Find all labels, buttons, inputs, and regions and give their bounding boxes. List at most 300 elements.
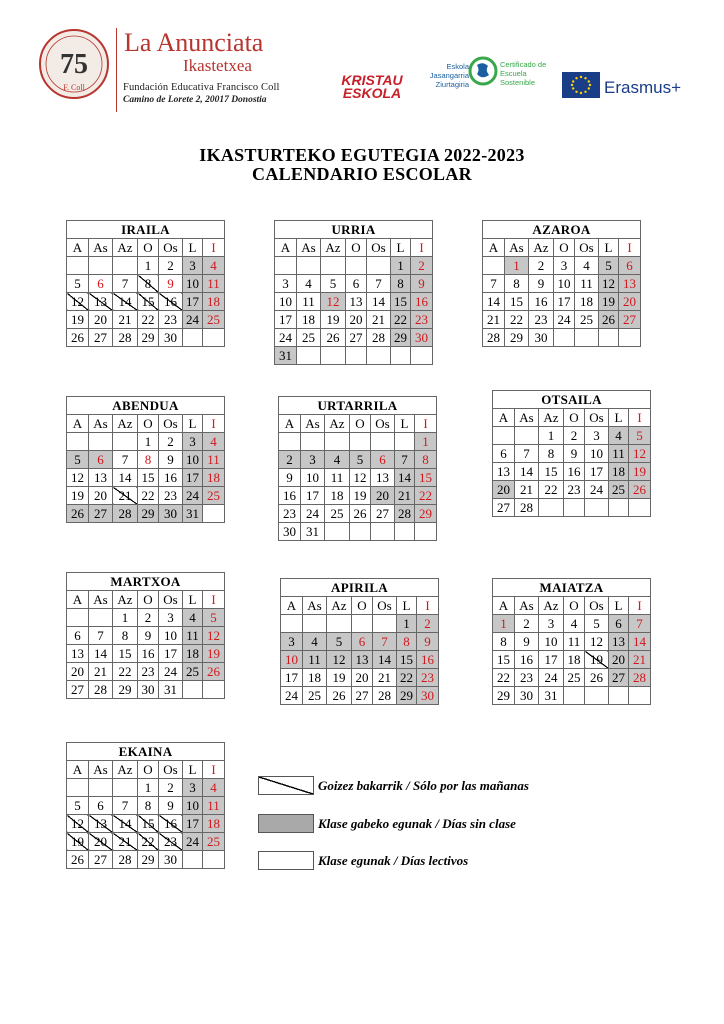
day-cell: 2 (411, 257, 433, 275)
foundation-name: Fundación Educativa Francisco Coll (123, 82, 280, 93)
calendar-title-spanish: CALENDARIO ESCOLAR (252, 164, 472, 184)
day-cell: 6 (352, 633, 373, 651)
day-cell: 15 (391, 293, 411, 311)
month-name: OTSAILA (493, 391, 651, 409)
day-cell: 3 (159, 609, 183, 627)
day-cell: 20 (346, 311, 367, 329)
day-cell: 16 (138, 645, 159, 663)
day-cell: 8 (391, 275, 411, 293)
day-cell: 26 (203, 663, 225, 681)
week-row (67, 681, 225, 699)
day-cell: 15 (397, 651, 417, 669)
empty-day-cell (609, 499, 629, 517)
day-cell: 12 (67, 469, 89, 487)
day-cell: 8 (138, 797, 159, 815)
day-cell: 12 (67, 293, 89, 311)
day-cell: 4 (609, 427, 629, 445)
day-cell: 28 (89, 681, 113, 699)
day-cell: 9 (138, 627, 159, 645)
day-cell: 4 (575, 257, 599, 275)
weekday-header: As (515, 597, 539, 615)
day-cell: 29 (138, 851, 159, 869)
day-cell: 7 (515, 445, 539, 463)
day-cell: 17 (281, 669, 303, 687)
day-cell: 6 (609, 615, 629, 633)
day-cell: 29 (493, 687, 515, 705)
day-cell: 5 (67, 797, 89, 815)
empty-day-cell (275, 257, 297, 275)
weekday-header: L (391, 239, 411, 257)
weekday-header: I (203, 761, 225, 779)
day-cell: 26 (321, 329, 346, 347)
day-cell: 15 (505, 293, 529, 311)
day-cell: 24 (183, 311, 203, 329)
day-cell: 7 (483, 275, 505, 293)
day-cell: 11 (575, 275, 599, 293)
day-cell: 19 (599, 293, 619, 311)
week-row (483, 275, 641, 293)
weekday-header: I (629, 597, 651, 615)
empty-day-cell (113, 257, 138, 275)
empty-day-cell (297, 347, 321, 365)
weekday-header: A (67, 761, 89, 779)
calendar-table (492, 390, 651, 517)
weekday-header: Os (159, 239, 183, 257)
day-cell: 6 (346, 275, 367, 293)
empty-day-cell (89, 779, 113, 797)
day-cell: 29 (138, 505, 159, 523)
day-cell: 10 (301, 469, 325, 487)
week-row (275, 311, 433, 329)
day-cell: 13 (89, 293, 113, 311)
day-cell: 26 (629, 481, 651, 499)
day-cell: 26 (67, 329, 89, 347)
day-cell: 18 (303, 669, 327, 687)
week-row (67, 627, 225, 645)
weekday-header: Az (327, 597, 352, 615)
day-cell: 16 (529, 293, 554, 311)
empty-day-cell (539, 499, 564, 517)
day-cell: 15 (493, 651, 515, 669)
week-row (279, 451, 437, 469)
empty-day-cell (346, 347, 367, 365)
day-cell: 20 (89, 311, 113, 329)
day-cell: 1 (539, 427, 564, 445)
week-row (67, 609, 225, 627)
day-cell: 30 (411, 329, 433, 347)
day-cell: 5 (599, 257, 619, 275)
day-cell: 24 (585, 481, 609, 499)
day-cell: 21 (113, 487, 138, 505)
day-cell: 14 (113, 815, 138, 833)
day-cell: 21 (367, 311, 391, 329)
calendar-table (66, 220, 225, 347)
day-cell: 31 (301, 523, 325, 541)
weekday-header: Az (113, 591, 138, 609)
week-row (67, 329, 225, 347)
day-cell: 6 (89, 451, 113, 469)
empty-day-cell (183, 851, 203, 869)
day-cell: 2 (417, 615, 439, 633)
empty-day-cell (203, 329, 225, 347)
week-row (275, 275, 433, 293)
day-cell: 23 (138, 663, 159, 681)
calendar-table (482, 220, 641, 347)
day-cell: 28 (367, 329, 391, 347)
weekday-header: A (275, 239, 297, 257)
day-cell: 20 (352, 669, 373, 687)
day-cell: 31 (183, 505, 203, 523)
day-cell: 24 (301, 505, 325, 523)
empty-day-cell (493, 427, 515, 445)
day-cell: 6 (67, 627, 89, 645)
weekday-header: I (417, 597, 439, 615)
weekday-header: O (138, 591, 159, 609)
day-cell: 30 (529, 329, 554, 347)
empty-day-cell (89, 609, 113, 627)
day-cell: 19 (327, 669, 352, 687)
day-cell: 27 (352, 687, 373, 705)
week-row (67, 257, 225, 275)
day-cell: 28 (629, 669, 651, 687)
weekday-header: O (350, 415, 371, 433)
empty-day-cell (585, 499, 609, 517)
day-cell: 19 (321, 311, 346, 329)
day-cell: 12 (67, 815, 89, 833)
day-cell: 23 (515, 669, 539, 687)
day-cell: 7 (113, 797, 138, 815)
day-cell: 16 (417, 651, 439, 669)
day-cell: 21 (113, 833, 138, 851)
calendar-table (274, 220, 433, 365)
day-cell: 20 (89, 833, 113, 851)
week-row (493, 615, 651, 633)
empty-day-cell (395, 523, 415, 541)
week-row (67, 663, 225, 681)
day-cell: 12 (585, 633, 609, 651)
day-cell: 2 (159, 779, 183, 797)
week-row (67, 469, 225, 487)
day-cell: 24 (159, 663, 183, 681)
eco-globe-icon (468, 56, 498, 86)
day-cell: 27 (619, 311, 641, 329)
day-cell: 1 (505, 257, 529, 275)
week-row (275, 293, 433, 311)
day-cell: 15 (415, 469, 437, 487)
weekday-header: As (89, 761, 113, 779)
day-cell: 15 (138, 293, 159, 311)
calendar-title-basque: IKASTURTEKO EGUTEGIA 2022-2023 (199, 145, 525, 165)
empty-day-cell (575, 329, 599, 347)
weekday-header: I (619, 239, 641, 257)
day-cell: 22 (138, 311, 159, 329)
day-cell: 28 (483, 329, 505, 347)
day-cell: 11 (203, 275, 225, 293)
day-cell: 1 (138, 257, 159, 275)
empty-day-cell (619, 329, 641, 347)
week-row (483, 257, 641, 275)
day-cell: 13 (609, 633, 629, 651)
month-name: MAIATZA (493, 579, 651, 597)
week-row (281, 669, 439, 687)
day-cell: 11 (183, 627, 203, 645)
weekday-header: O (564, 597, 585, 615)
weekday-header: Os (585, 597, 609, 615)
day-cell: 6 (493, 445, 515, 463)
day-cell: 21 (515, 481, 539, 499)
week-row (67, 433, 225, 451)
day-cell: 25 (325, 505, 350, 523)
day-cell: 22 (493, 669, 515, 687)
day-cell: 17 (554, 293, 575, 311)
day-cell: 30 (159, 505, 183, 523)
day-cell: 18 (564, 651, 585, 669)
day-cell: 4 (325, 451, 350, 469)
calendar-table (278, 396, 437, 541)
day-cell: 22 (391, 311, 411, 329)
empty-day-cell (325, 523, 350, 541)
day-cell: 7 (89, 627, 113, 645)
day-cell: 28 (113, 851, 138, 869)
day-cell: 20 (493, 481, 515, 499)
day-cell: 9 (159, 451, 183, 469)
month-calendar-urtarrila (278, 396, 437, 541)
weekday-header: A (279, 415, 301, 433)
day-cell: 12 (327, 651, 352, 669)
week-row (281, 651, 439, 669)
day-cell: 17 (183, 815, 203, 833)
svg-text:75: 75 (60, 49, 88, 80)
day-cell: 16 (279, 487, 301, 505)
weekday-header: O (138, 239, 159, 257)
day-cell: 17 (539, 651, 564, 669)
day-cell: 12 (599, 275, 619, 293)
weekday-header: L (609, 597, 629, 615)
day-cell: 24 (183, 487, 203, 505)
weekday-header: Az (113, 239, 138, 257)
day-cell: 27 (609, 669, 629, 687)
weekday-header: I (629, 409, 651, 427)
day-cell: 27 (89, 851, 113, 869)
weekday-header: A (281, 597, 303, 615)
weekday-header: Os (159, 591, 183, 609)
day-cell: 20 (609, 651, 629, 669)
weekday-header: O (138, 415, 159, 433)
month-name: APIRILA (281, 579, 439, 597)
day-cell: 15 (113, 645, 138, 663)
day-cell: 11 (297, 293, 321, 311)
empty-day-cell (279, 433, 301, 451)
weekday-header: I (203, 239, 225, 257)
weekday-header: As (515, 409, 539, 427)
weekday-header: A (493, 409, 515, 427)
weekday-header: As (505, 239, 529, 257)
day-cell: 4 (203, 433, 225, 451)
day-cell: 28 (373, 687, 397, 705)
day-cell: 10 (585, 445, 609, 463)
day-cell: 30 (417, 687, 439, 705)
weekday-header: Az (321, 239, 346, 257)
day-cell: 15 (138, 469, 159, 487)
day-cell: 18 (325, 487, 350, 505)
calendar-table (66, 396, 225, 523)
legend-swatch-morning-only (258, 776, 314, 795)
day-cell: 1 (415, 433, 437, 451)
day-cell: 17 (159, 645, 183, 663)
day-cell: 18 (297, 311, 321, 329)
weekday-header: A (67, 239, 89, 257)
day-cell: 10 (275, 293, 297, 311)
month-name: IRAILA (67, 221, 225, 239)
day-cell: 6 (371, 451, 395, 469)
week-row (281, 687, 439, 705)
school-subtitle: Ikastetxea (183, 56, 252, 75)
day-cell: 3 (585, 427, 609, 445)
day-cell: 13 (346, 293, 367, 311)
day-cell: 5 (203, 609, 225, 627)
day-cell: 1 (397, 615, 417, 633)
kristau-eskola-logo: KRISTAU ESKOLA (341, 72, 403, 101)
day-cell: 3 (281, 633, 303, 651)
day-cell: 22 (415, 487, 437, 505)
day-cell: 10 (183, 797, 203, 815)
empty-day-cell (483, 257, 505, 275)
day-cell: 16 (411, 293, 433, 311)
calendar-table (66, 742, 225, 869)
day-cell: 8 (138, 275, 159, 293)
week-row (67, 311, 225, 329)
empty-day-cell (67, 433, 89, 451)
day-cell: 24 (539, 669, 564, 687)
legend-swatch-no-class (258, 814, 314, 833)
day-cell: 22 (397, 669, 417, 687)
day-cell: 7 (629, 615, 651, 633)
day-cell: 25 (564, 669, 585, 687)
month-calendar-martxoa (66, 572, 225, 699)
week-row (483, 311, 641, 329)
day-cell: 10 (554, 275, 575, 293)
day-cell: 28 (113, 329, 138, 347)
month-name: ABENDUA (67, 397, 225, 415)
day-cell: 1 (138, 433, 159, 451)
day-cell: 16 (159, 469, 183, 487)
empty-day-cell (609, 687, 629, 705)
empty-day-cell (113, 433, 138, 451)
weekday-header: I (203, 591, 225, 609)
day-cell: 2 (515, 615, 539, 633)
empty-day-cell (371, 523, 395, 541)
empty-day-cell (321, 257, 346, 275)
month-calendar-iraila (66, 220, 225, 347)
day-cell: 7 (373, 633, 397, 651)
day-cell: 27 (89, 329, 113, 347)
weekday-header: O (346, 239, 367, 257)
day-cell: 19 (67, 311, 89, 329)
weekday-header: As (303, 597, 327, 615)
weekday-header: Os (575, 239, 599, 257)
day-cell: 23 (417, 669, 439, 687)
day-cell: 18 (575, 293, 599, 311)
weekday-header: I (411, 239, 433, 257)
empty-day-cell (183, 681, 203, 699)
day-cell: 30 (159, 329, 183, 347)
day-cell: 21 (113, 311, 138, 329)
weekday-header: As (297, 239, 321, 257)
month-calendar-apirila (280, 578, 439, 705)
day-cell: 30 (138, 681, 159, 699)
day-cell: 20 (619, 293, 641, 311)
day-cell: 13 (67, 645, 89, 663)
empty-day-cell (415, 523, 437, 541)
weekday-header: L (183, 239, 203, 257)
day-cell: 5 (67, 275, 89, 293)
empty-day-cell (585, 687, 609, 705)
day-cell: 10 (281, 651, 303, 669)
day-cell: 8 (505, 275, 529, 293)
week-row (67, 275, 225, 293)
day-cell: 25 (575, 311, 599, 329)
day-cell: 27 (371, 505, 395, 523)
week-row (67, 797, 225, 815)
empty-day-cell (395, 433, 415, 451)
day-cell: 27 (493, 499, 515, 517)
weekday-header: Os (367, 239, 391, 257)
day-cell: 19 (629, 463, 651, 481)
weekday-header: O (564, 409, 585, 427)
day-cell: 22 (539, 481, 564, 499)
week-row (279, 469, 437, 487)
legend-label-class-day: Klase egunak / Días lectivos (318, 853, 469, 868)
week-row (275, 329, 433, 347)
day-cell: 5 (67, 451, 89, 469)
day-cell: 18 (183, 645, 203, 663)
day-cell: 12 (203, 627, 225, 645)
weekday-header: Az (325, 415, 350, 433)
day-cell: 19 (67, 833, 89, 851)
day-cell: 14 (373, 651, 397, 669)
empty-day-cell (346, 257, 367, 275)
day-cell: 8 (138, 451, 159, 469)
empty-day-cell (297, 257, 321, 275)
week-row (67, 815, 225, 833)
weekday-header: Az (539, 597, 564, 615)
day-cell: 2 (279, 451, 301, 469)
day-cell: 25 (609, 481, 629, 499)
day-cell: 3 (275, 275, 297, 293)
day-cell: 12 (629, 445, 651, 463)
day-cell: 27 (346, 329, 367, 347)
day-cell: 30 (159, 851, 183, 869)
empty-day-cell (367, 257, 391, 275)
erasmus-logo-text: Erasmus+ (604, 78, 681, 97)
month-name: EKAINA (67, 743, 225, 761)
weekday-header: L (609, 409, 629, 427)
weekday-header: O (138, 761, 159, 779)
empty-day-cell (327, 615, 352, 633)
day-cell: 3 (301, 451, 325, 469)
day-cell: 23 (529, 311, 554, 329)
day-cell: 24 (275, 329, 297, 347)
day-cell: 2 (138, 609, 159, 627)
empty-day-cell (564, 687, 585, 705)
day-cell: 24 (183, 833, 203, 851)
day-cell: 28 (515, 499, 539, 517)
school-address: Camino de Lorete 2, 20017 Donostia (123, 95, 267, 105)
empty-day-cell (203, 851, 225, 869)
empty-day-cell (67, 609, 89, 627)
day-cell: 26 (585, 669, 609, 687)
weekday-header: I (415, 415, 437, 433)
